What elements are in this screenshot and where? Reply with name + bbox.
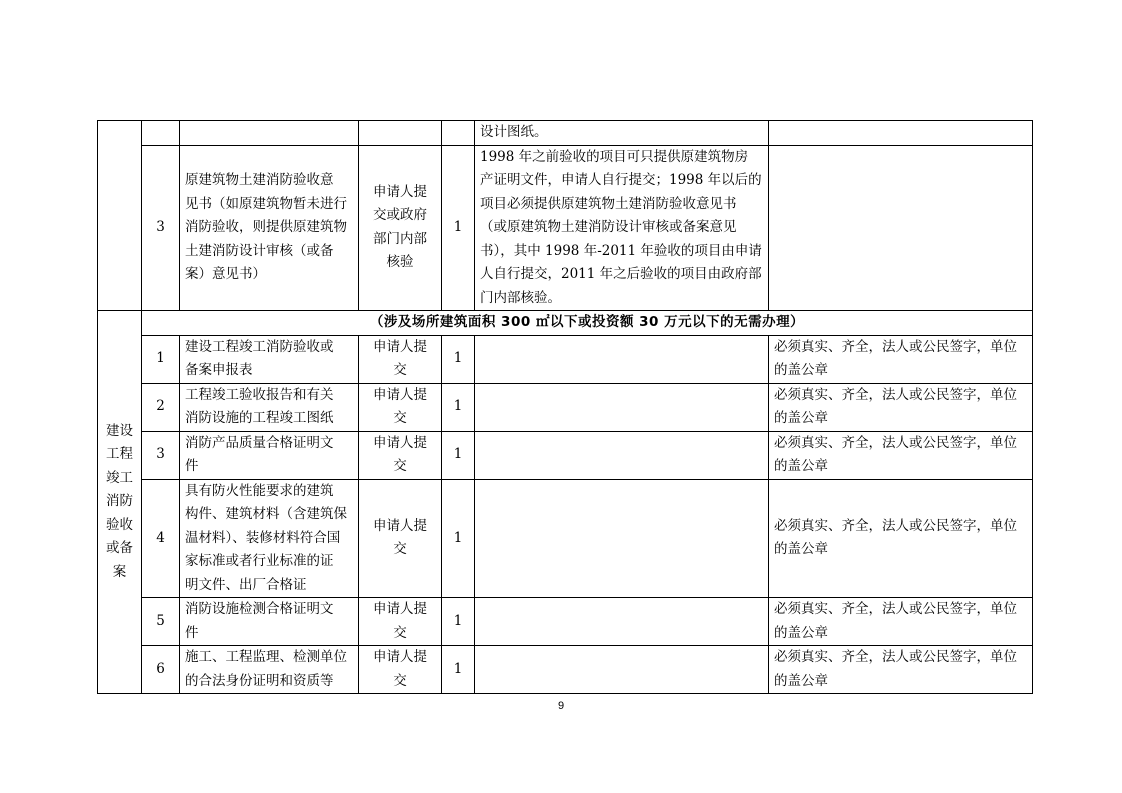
submission-method: 申请人提 交 bbox=[359, 335, 442, 383]
material-name: 工程竣工验收报告和有关 消防设施的工程竣工图纸 bbox=[180, 383, 359, 431]
materials-table bbox=[97, 120, 1033, 694]
row-number: 4 bbox=[142, 479, 180, 598]
category-cell-previous bbox=[98, 121, 142, 311]
material-requirement: 必须真实、齐全，法人或公民签字，单位 的盖公章 bbox=[769, 335, 1033, 383]
submission-method: 申请人提 交 bbox=[359, 646, 442, 694]
copy-count: 1 bbox=[442, 145, 475, 311]
material-description: 设计图纸。 bbox=[475, 121, 769, 146]
material-name bbox=[180, 121, 359, 146]
row-number: 1 bbox=[142, 335, 180, 383]
table-row bbox=[98, 383, 1033, 431]
copy-count: 1 bbox=[442, 431, 475, 479]
submission-method: 申请人提 交或政府 部门内部 核验 bbox=[359, 145, 442, 311]
material-description bbox=[475, 479, 769, 598]
material-name: 施工、工程监理、检测单位 的合法身份证明和资质等 bbox=[180, 646, 359, 694]
copy-count: 1 bbox=[442, 479, 475, 598]
section-banner: （涉及场所建筑面积 300 ㎡以下或投资额 30 万元以下的无需办理） bbox=[142, 311, 1033, 336]
material-requirement bbox=[769, 145, 1033, 311]
row-number: 6 bbox=[142, 646, 180, 694]
submission-method: 申请人提 交 bbox=[359, 431, 442, 479]
row-number: 3 bbox=[142, 145, 180, 311]
material-name: 建设工程竣工消防验收或 备案申报表 bbox=[180, 335, 359, 383]
category-cell: 建设 工程 竣工 消防 验收 或备 案 bbox=[98, 311, 142, 694]
table-row bbox=[98, 598, 1033, 646]
table-row-continued bbox=[98, 121, 1033, 146]
section-banner-row bbox=[98, 311, 1033, 336]
material-requirement: 必须真实、齐全，法人或公民签字，单位 的盖公章 bbox=[769, 383, 1033, 431]
copy-count bbox=[442, 121, 475, 146]
row-number bbox=[142, 121, 180, 146]
material-requirement: 必须真实、齐全，法人或公民签字，单位 的盖公章 bbox=[769, 598, 1033, 646]
material-description bbox=[475, 431, 769, 479]
copy-count: 1 bbox=[442, 646, 475, 694]
row-number: 2 bbox=[142, 383, 180, 431]
table-row bbox=[98, 479, 1033, 598]
material-requirement: 必须真实、齐全，法人或公民签字，单位 的盖公章 bbox=[769, 479, 1033, 598]
copy-count: 1 bbox=[442, 335, 475, 383]
row-number: 3 bbox=[142, 431, 180, 479]
material-name: 消防产品质量合格证明文 件 bbox=[180, 431, 359, 479]
material-description bbox=[475, 383, 769, 431]
material-description bbox=[475, 335, 769, 383]
submission-method: 申请人提 交 bbox=[359, 598, 442, 646]
material-description bbox=[475, 646, 769, 694]
material-description bbox=[475, 598, 769, 646]
material-requirement: 必须真实、齐全，法人或公民签字，单位 的盖公章 bbox=[769, 431, 1033, 479]
copy-count: 1 bbox=[442, 383, 475, 431]
material-name: 原建筑物土建消防验收意 见书（如原建筑物暂未进行 消防验收，则提供原建筑物 土建消防设计审核（或备 案）意见书） bbox=[180, 145, 359, 311]
copy-count: 1 bbox=[442, 598, 475, 646]
material-requirement: 必须真实、齐全，法人或公民签字，单位 的盖公章 bbox=[769, 646, 1033, 694]
table-row bbox=[98, 646, 1033, 694]
material-name: 消防设施检测合格证明文 件 bbox=[180, 598, 359, 646]
material-description: 1998 年之前验收的项目可只提供原建筑物房 产证明文件，申请人自行提交；1998 年以后的 项目必须提供原建筑物土建消防验收意见书 （或原建筑物土建消防设计审核或备案意见 书），其中 1998 年-2011 年验收的项目由申请 人自行提交，2011 年之后验收的项目由政府部 门内部核验。 bbox=[475, 145, 769, 311]
submission-method: 申请人提 交 bbox=[359, 383, 442, 431]
material-requirement bbox=[769, 121, 1033, 146]
table-row bbox=[98, 145, 1033, 311]
row-number: 5 bbox=[142, 598, 180, 646]
page-number: 9 bbox=[557, 700, 565, 712]
material-name: 具有防火性能要求的建筑 构件、建筑材料（含建筑保 温材料）、装修材料符合国 家标准或者行业标准的证 明文件、出厂合格证 bbox=[180, 479, 359, 598]
table-row bbox=[98, 335, 1033, 383]
table-row bbox=[98, 431, 1033, 479]
submission-method: 申请人提 交 bbox=[359, 479, 442, 598]
submission-method bbox=[359, 121, 442, 146]
